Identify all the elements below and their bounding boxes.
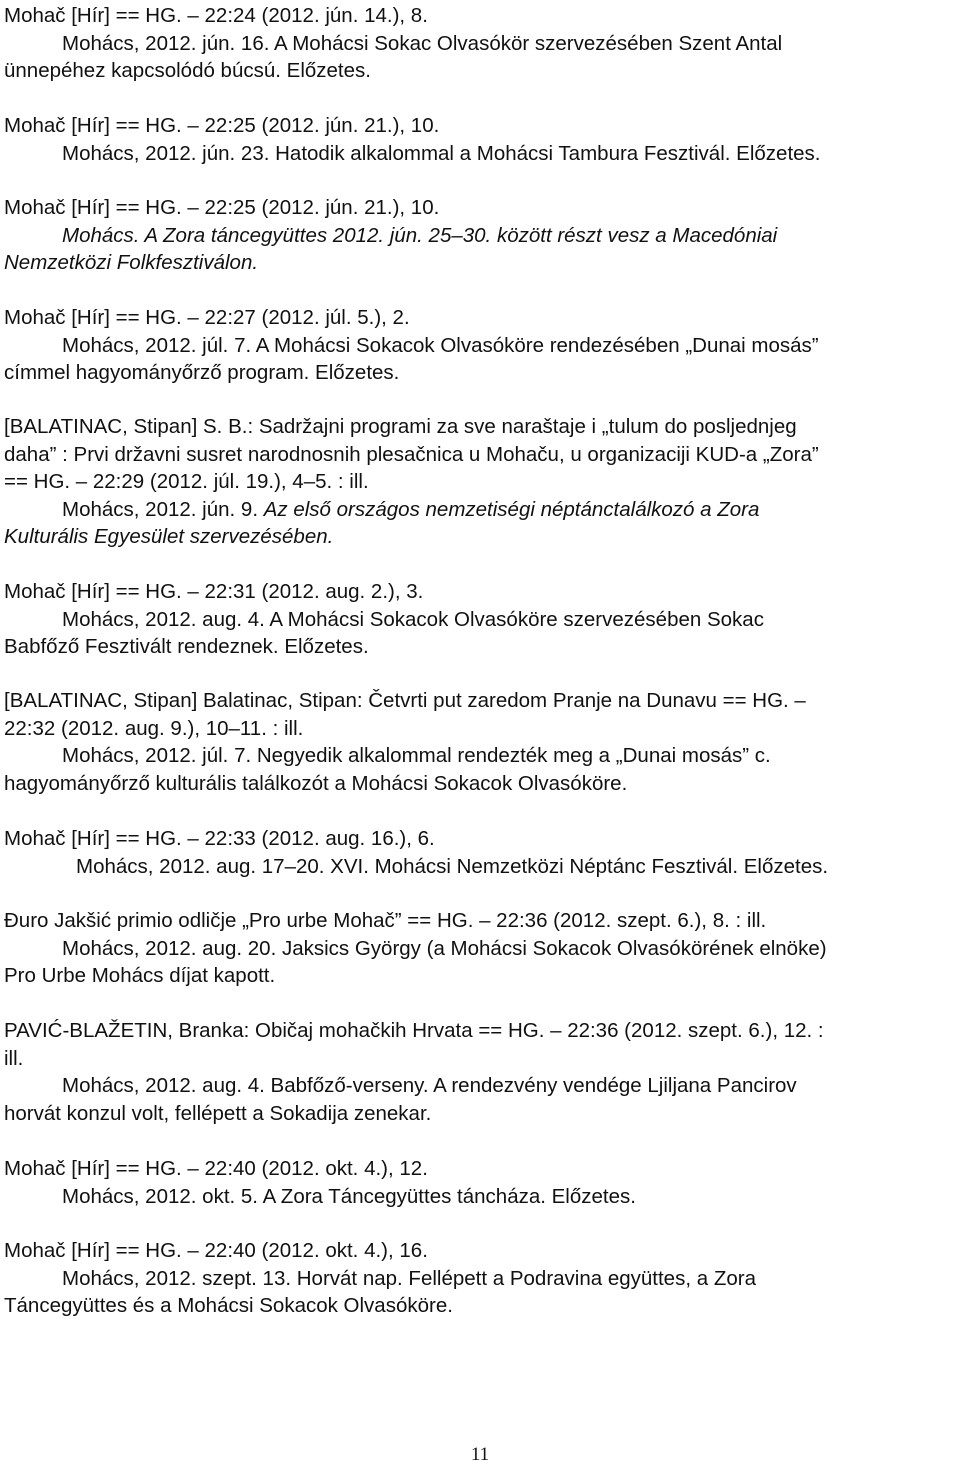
citation-line: Mohač [Hír] == HG. – 22:33 (2012. aug. 16.), 6. bbox=[4, 827, 435, 850]
citation-line: == HG. – 22:29 (2012. júl. 19.), 4–5. : ill. bbox=[4, 470, 369, 493]
annotation-line: Mohács. A Zora táncegyüttes 2012. jún. 25–30. között részt vesz a Macedóniai bbox=[62, 223, 778, 247]
citation-line: PAVIĆ-BLAŽETIN, Branka: Običaj mohačkih Hrvata == HG. – 22:36 (2012. szept. 6.), 12. : bbox=[4, 1019, 824, 1042]
bibliography-entry bbox=[4, 578, 956, 661]
bibliography-entry bbox=[4, 1017, 956, 1127]
bibliography-entry bbox=[4, 1237, 956, 1320]
citation-line: Mohač [Hír] == HG. – 22:25 (2012. jún. 21.), 10. bbox=[4, 114, 440, 137]
bibliography-entry bbox=[4, 1155, 956, 1210]
citation-line: Kulturális Egyesület szervezésében. bbox=[4, 525, 334, 548]
citation-line: Mohač [Hír] == HG. – 22:40 (2012. okt. 4.), 12. bbox=[4, 1157, 428, 1180]
citation-line: ünnepéhez kapcsolódó búcsú. Előzetes. bbox=[4, 59, 371, 82]
bibliography-entry bbox=[4, 112, 956, 167]
annotation-line: Mohács, 2012. jún. 16. A Mohácsi Sokac Olvasókör szervezésében Szent Antal bbox=[62, 31, 783, 55]
annotation-line: Mohács, 2012. jún. 9. Az első országos nemzetiségi néptánctalálkozó a Zora bbox=[62, 497, 760, 521]
citation-line: hagyományőrző kulturális találkozót a Mohácsi Sokacok Olvasóköre. bbox=[4, 771, 628, 795]
citation-line: Đuro Jakšić primio odličje „Pro urbe Mohač” == HG. – 22:36 (2012. szept. 6.), 8. : ill. bbox=[4, 909, 767, 932]
citation-line: Mohač [Hír] == HG. – 22:24 (2012. jún. 14.), 8. bbox=[4, 4, 428, 27]
citation-line: Mohač [Hír] == HG. – 22:40 (2012. okt. 4.), 16. bbox=[4, 1239, 428, 1262]
citation-line: [BALATINAC, Stipan] Balatinac, Stipan: Četvrti put zaredom Pranje na Dunavu == HG. – bbox=[4, 689, 806, 712]
annotation-line: Mohács, 2012. okt. 5. A Zora Táncegyüttes táncháza. Előzetes. bbox=[62, 1184, 636, 1208]
bibliography-entry bbox=[4, 194, 956, 277]
annotation-line: Mohács, 2012. júl. 7. Negyedik alkalommal rendezték meg a „Dunai mosás” c. bbox=[62, 744, 771, 767]
citation-line: Mohač [Hír] == HG. – 22:27 (2012. júl. 5.), 2. bbox=[4, 306, 410, 329]
bibliography-entry bbox=[4, 2, 956, 85]
citation-line: címmel hagyományőrző program. Előzetes. bbox=[4, 361, 400, 384]
annotation-line: Mohács, 2012. aug. 17–20. XVI. Mohácsi Nemzetközi Néptánc Fesztivál. Előzetes. bbox=[76, 854, 829, 878]
citation-line: Mohač [Hír] == HG. – 22:31 (2012. aug. 2.), 3. bbox=[4, 580, 424, 603]
bibliography-entry bbox=[4, 304, 956, 387]
annotation-line: Mohács, 2012. aug. 4. A Mohácsi Sokacok Olvasóköre szervezésében Sokac bbox=[62, 607, 764, 631]
annotation-line: Mohács, 2012. szept. 13. Horvát nap. Fellépett a Podravina együttes, a Zora bbox=[62, 1266, 756, 1290]
citation-line: Babfőző Fesztivált rendeznek. Előzetes. bbox=[4, 635, 369, 658]
bibliography-entry bbox=[4, 687, 956, 797]
annotation-line: Mohács, 2012. jún. 23. Hatodik alkalommal a Mohácsi Tambura Fesztivál. Előzetes. bbox=[62, 141, 821, 165]
citation-line: ill. bbox=[4, 1046, 24, 1070]
citation-line: Pro Urbe Mohács díjat kapott. bbox=[4, 964, 276, 987]
citation-line: horvát konzul volt, fellépett a Sokadija zenekar. bbox=[4, 1101, 432, 1125]
citation-line: 22:32 (2012. aug. 9.), 10–11. : ill. bbox=[4, 716, 304, 740]
annotation-line: Mohács, 2012. aug. 4. Babfőző-verseny. A rendezvény vendége Ljiljana Pancirov bbox=[62, 1074, 797, 1097]
citation-line: Mohač [Hír] == HG. – 22:25 (2012. jún. 21.), 10. bbox=[4, 196, 440, 219]
citation-line: daha” : Prvi državni susret narodnosnih plesačnica u Mohaču, u organizaciji KUD-a „Zora” bbox=[4, 442, 819, 466]
bibliography-entry bbox=[4, 413, 956, 551]
citation-line: [BALATINAC, Stipan] S. B.: Sadržajni programi za sve naraštaje i „tulum do posljednjeg bbox=[4, 415, 797, 438]
annotation-line: Mohács, 2012. júl. 7. A Mohácsi Sokacok Olvasóköre rendezésében „Dunai mosás” bbox=[62, 333, 819, 357]
bibliography-entry bbox=[4, 907, 956, 990]
bibliography-entry bbox=[4, 825, 956, 880]
page-number: 11 bbox=[470, 1444, 490, 1465]
citation-line: Táncegyüttes és a Mohácsi Sokacok Olvasóköre. bbox=[4, 1294, 453, 1317]
annotation-line: Mohács, 2012. aug. 20. Jaksics György (a Mohácsi Sokacok Olvasókörének elnöke) bbox=[62, 936, 827, 960]
citation-line: Nemzetközi Folkfesztiválon. bbox=[4, 251, 259, 274]
